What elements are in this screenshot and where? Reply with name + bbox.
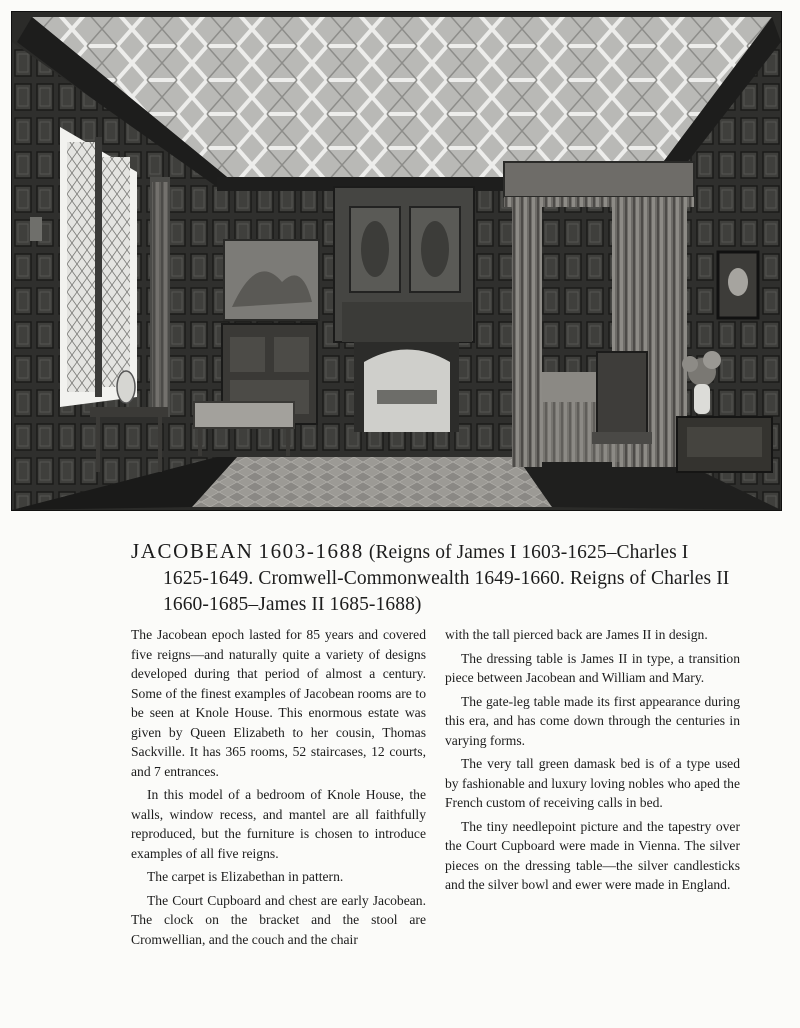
paragraph: The very tall green damask bed is of a type used by fashionable and luxury loving nobles who aped the French custom of receiving calls in bed. xyxy=(445,756,740,810)
heading-title: JACOBEAN xyxy=(131,539,254,563)
jacobean-bedroom-photo xyxy=(11,11,782,511)
left-text-column xyxy=(131,625,426,953)
paragraph: The tiny needlepoint picture and the tapestry over the Court Cupboard were made in Vienna. The silver pieces on the dressing table—the silver candlesticks and the silver bowl and ewer were made in England. xyxy=(445,818,740,892)
right-text-column xyxy=(445,625,740,899)
heading-subtitle-line1: (Reigns of James I 1603-1625–Charles I xyxy=(368,542,689,563)
paragraph: In this model of a bedroom of Knole House, the walls, window recess, and mantel are all faithfully reproduced, but the furniture is chosen to introduce examples of all five reigns. xyxy=(131,787,426,861)
heading-subtitle-line2: 1625-1649. Cromwell-Commonwealth 1649-1660. Reigns of Charles II xyxy=(163,568,730,589)
heading-dates: 1603-1688 xyxy=(258,539,364,563)
heading-subtitle-line3: 1660-1685–James II 1685-1688) xyxy=(163,594,422,615)
paragraph: The carpet is Elizabethan in pattern. xyxy=(147,869,344,884)
section-heading xyxy=(131,538,771,618)
paragraph: The dressing table is James II in type, a transition piece between Jacobean and William and Mary. xyxy=(445,650,740,685)
paragraph: with the tall pierced back are James II in design. xyxy=(445,627,708,642)
paragraph: The Jacobean epoch lasted for 85 years and covered five reigns—and naturally quite a variety of designs developed during that period of almost a century. Some of the finest examples of Jacobean rooms are to be seen at Knole House. This enormous estate was given by Queen Elizabeth to her cousin, Thomas Sackville. It has 365 rooms, 52 staircases, 12 courts, and 7 entrances. xyxy=(131,627,426,779)
paragraph: The Court Cupboard and chest are early Jacobean. The clock on the bracket and the stool are Cromwellian, and the couch and the chair xyxy=(131,892,426,947)
paragraph: The gate-leg table made its first appearance during this era, and has come down through the centuries in varying forms. xyxy=(445,693,740,748)
